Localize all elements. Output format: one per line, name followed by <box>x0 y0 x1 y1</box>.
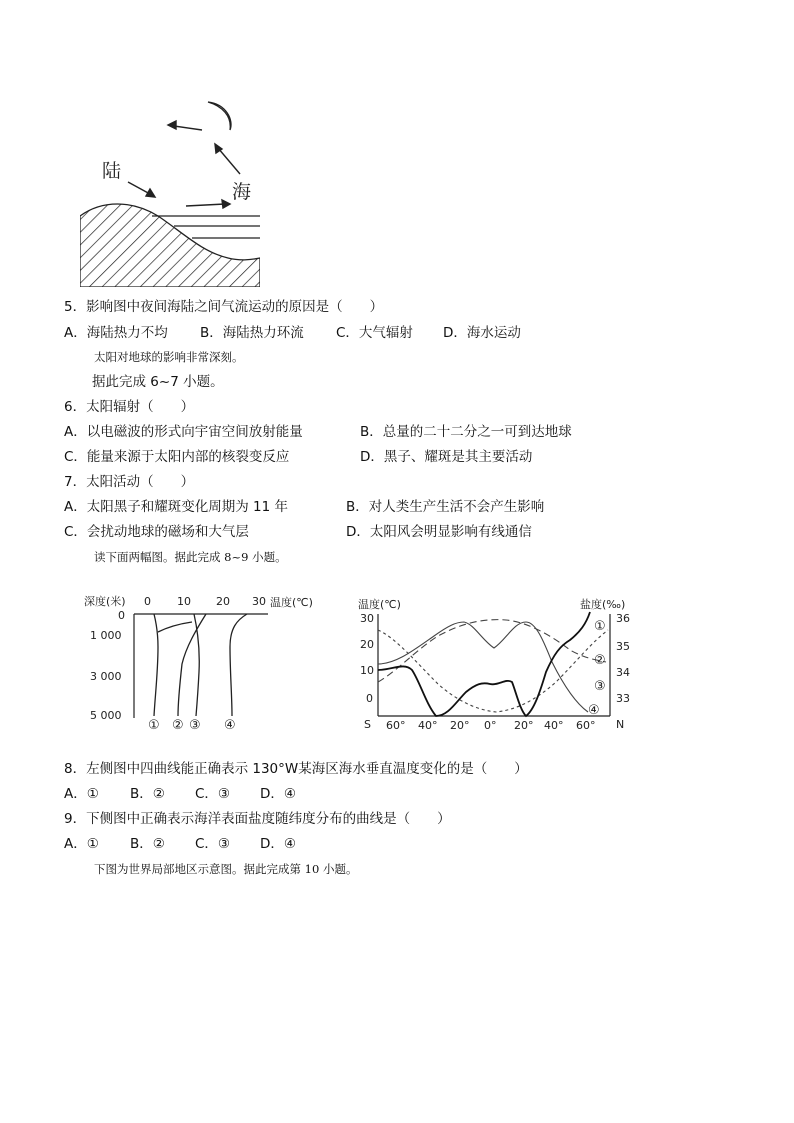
curve-4 <box>230 614 247 716</box>
intro-8-9: 读下面两幅图。据此完成 8~9 小题。 <box>94 550 287 564</box>
y-tick-0: 0 <box>118 609 125 622</box>
x-tick-40s: 40° <box>418 719 438 732</box>
temp-axis-label: 温度(℃) <box>270 596 313 609</box>
x-tick-0: 0 <box>144 595 151 608</box>
q9-option-a[interactable]: A．① <box>64 836 99 852</box>
x-tick-40n: 40° <box>544 719 564 732</box>
q9-option-b[interactable]: B．② <box>130 836 165 852</box>
left-tick-20: 20 <box>360 638 374 651</box>
q8-option-c[interactable]: C．③ <box>195 786 231 802</box>
x-tick-20n: 20° <box>514 719 534 732</box>
curve-top-link <box>158 622 192 632</box>
x-tick-60n: 60° <box>576 719 596 732</box>
y-tick-5000: 5 000 <box>90 709 122 722</box>
q5-option-d[interactable]: D．海水运动 <box>443 325 521 341</box>
q7-option-d[interactable]: D．太阳风会明显影响有线通信 <box>346 524 532 540</box>
q6-option-a[interactable]: A．以电磁波的形式向宇宙空间放射能量 <box>64 424 303 440</box>
intro-6-7-line2: 据此完成 6~7 小题。 <box>92 374 224 390</box>
right-tick-34: 34 <box>616 666 630 679</box>
temp-salinity-latitude-chart <box>356 592 640 734</box>
q7-option-c[interactable]: C．会扰动地球的磁场和大气层 <box>64 524 249 540</box>
q5-option-b[interactable]: B．海陆热力环流 <box>200 325 304 341</box>
y-tick-3000: 3 000 <box>90 670 122 683</box>
curve-label-4: ④ <box>224 718 236 733</box>
q9-option-d[interactable]: D．④ <box>260 836 296 852</box>
curve-label-2: ② <box>594 653 606 668</box>
x-tick-30: 30 <box>252 595 266 608</box>
depth-temperature-chart <box>82 592 322 734</box>
moon-icon <box>208 102 231 130</box>
intro-6-7-line1: 太阳对地球的影响非常深刻。 <box>94 350 244 364</box>
salinity-axis-label: 盐度(‰) <box>580 598 626 611</box>
curve-label-3: ③ <box>189 718 201 733</box>
arrow-sea-to-land <box>186 200 230 208</box>
x-tick-20s: 20° <box>450 719 470 732</box>
left-tick-0: 0 <box>366 692 373 705</box>
land-sea-breeze-diagram <box>80 92 270 292</box>
left-tick-10: 10 <box>360 664 374 677</box>
q6-option-d[interactable]: D．黑子、耀斑是其主要活动 <box>360 449 533 465</box>
curve-label-3: ③ <box>594 679 606 694</box>
right-tick-35: 35 <box>616 640 630 653</box>
north-label: N <box>616 718 625 731</box>
curve-label-2: ② <box>172 718 184 733</box>
depth-axis-label: 深度(米) <box>84 595 126 608</box>
x-tick-60s: 60° <box>386 719 406 732</box>
curve-1 <box>154 614 158 716</box>
q8-option-b[interactable]: B．② <box>130 786 165 802</box>
q7-stem: 7．太阳活动（ ） <box>64 474 195 490</box>
arrow-top <box>168 121 202 130</box>
x-tick-10: 10 <box>177 595 191 608</box>
q8-option-d[interactable]: D．④ <box>260 786 296 802</box>
intro-10: 下图为世界局部地区示意图。据此完成第 10 小题。 <box>94 862 358 876</box>
curve-1-thin-solid <box>378 622 588 712</box>
land-label: 陆 <box>102 160 122 182</box>
y-tick-1000: 1 000 <box>90 629 122 642</box>
q7-option-b[interactable]: B．对人类生产生活不会产生影响 <box>346 499 545 515</box>
curve-label-1: ① <box>594 619 606 634</box>
q8-stem: 8．左侧图中四曲线能正确表示 130°W某海区海水垂直温度变化的是（ ） <box>64 761 528 777</box>
south-label: S <box>364 718 371 731</box>
q7-option-a[interactable]: A．太阳黑子和耀斑变化周期为 11 年 <box>64 499 288 515</box>
left-tick-30: 30 <box>360 612 374 625</box>
q6-option-b[interactable]: B．总量的二十二分之一可到达地球 <box>360 424 572 440</box>
x-tick-20: 20 <box>216 595 230 608</box>
right-tick-33: 33 <box>616 692 630 705</box>
q5-option-c[interactable]: C．大气辐射 <box>336 325 413 341</box>
q8-option-a[interactable]: A．① <box>64 786 99 802</box>
sea-label: 海 <box>232 181 252 203</box>
q5-stem: 5．影响图中夜间海陆之间气流运动的原因是（ ） <box>64 299 384 315</box>
arrow-rising <box>215 144 240 174</box>
curve-label-1: ① <box>148 718 160 733</box>
q5-option-a[interactable]: A．海陆热力不均 <box>64 325 168 341</box>
curve-2 <box>178 614 206 716</box>
arrow-sinking <box>128 182 155 197</box>
q6-stem: 6．太阳辐射（ ） <box>64 399 195 415</box>
curve-label-4: ④ <box>588 703 600 718</box>
q9-option-c[interactable]: C．③ <box>195 836 231 852</box>
q6-option-c[interactable]: C．能量来源于太阳内部的核裂变反应 <box>64 449 290 465</box>
curve-3 <box>194 614 199 716</box>
right-tick-36: 36 <box>616 612 630 625</box>
curve-4-thick-solid <box>378 612 590 716</box>
x-tick-0: 0° <box>484 719 497 732</box>
temp-axis-label: 温度(℃) <box>358 598 401 611</box>
q9-stem: 9．下侧图中正确表示海洋表面盐度随纬度分布的曲线是（ ） <box>64 811 451 827</box>
